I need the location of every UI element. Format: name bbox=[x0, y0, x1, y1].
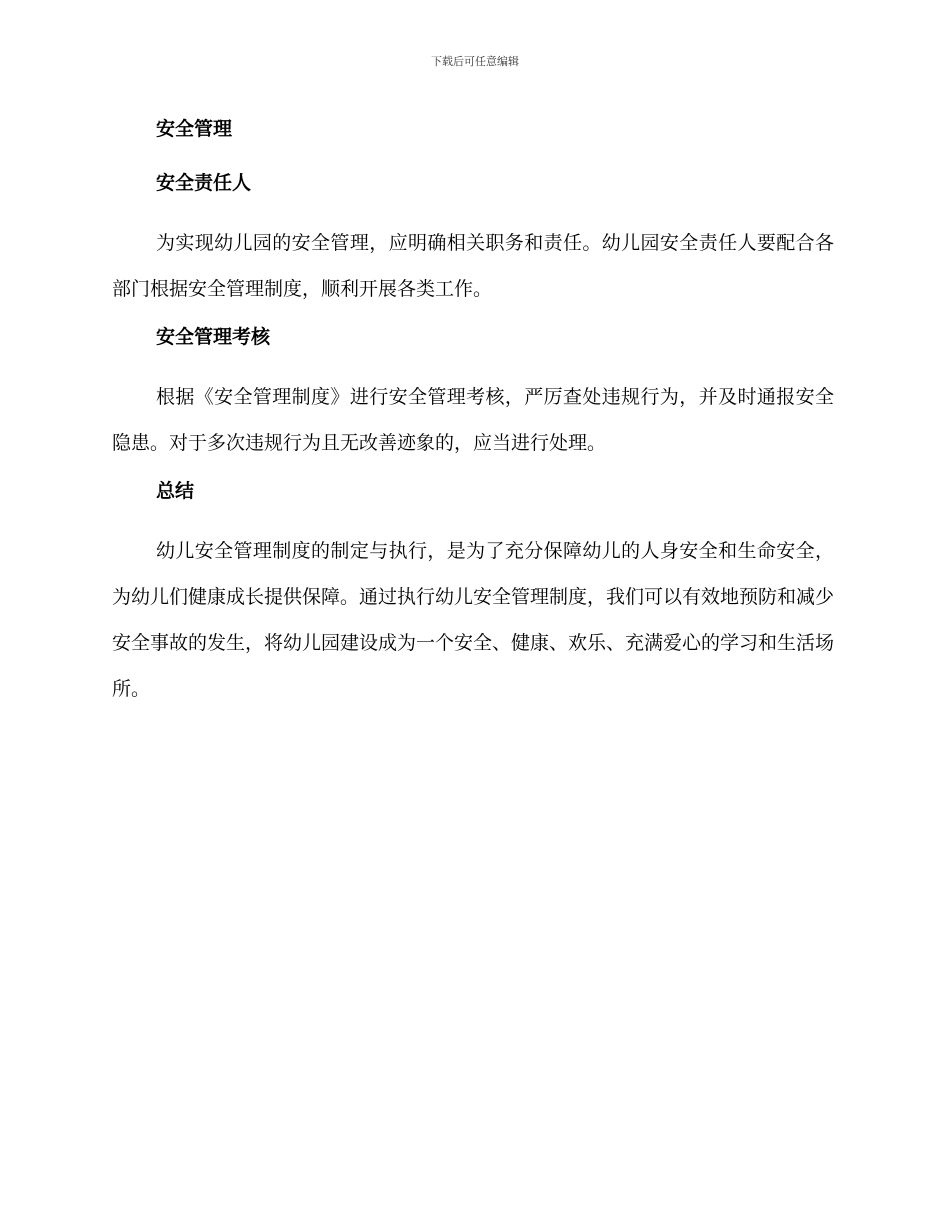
section-paragraph-summary: 幼儿安全管理制度的制定与执行，是为了充分保障幼儿的人身安全和生命安全，为幼儿们健康成长提供保障。通过执行幼儿安全管理制度，我们可以有效地预防和减少安全事故的发生，将幼儿园建设成为一个安全、健康、欢乐、充满爱心的学习和生活场所。 bbox=[112, 540, 835, 700]
page-header: 下载后可任意编辑 bbox=[431, 55, 519, 68]
section-heading-summary: 总结 bbox=[156, 480, 195, 502]
document-body bbox=[112, 112, 834, 720]
section-paragraph-assessment: 根据《安全管理制度》进行安全管理考核，严厉查处违规行为，并及时通报安全隐患。对于多次违规行为且无改善迹象的，应当进行处理。 bbox=[112, 386, 834, 454]
document-title: 安全管理 bbox=[156, 118, 233, 140]
section-paragraph-responsible-person: 为实现幼儿园的安全管理，应明确相关职务和责任。幼儿园安全责任人要配合各部门根据安全管理制度，顺利开展各类工作。 bbox=[112, 232, 834, 300]
section-heading-responsible-person: 安全责任人 bbox=[156, 172, 252, 194]
section-heading-assessment: 安全管理考核 bbox=[156, 326, 271, 348]
